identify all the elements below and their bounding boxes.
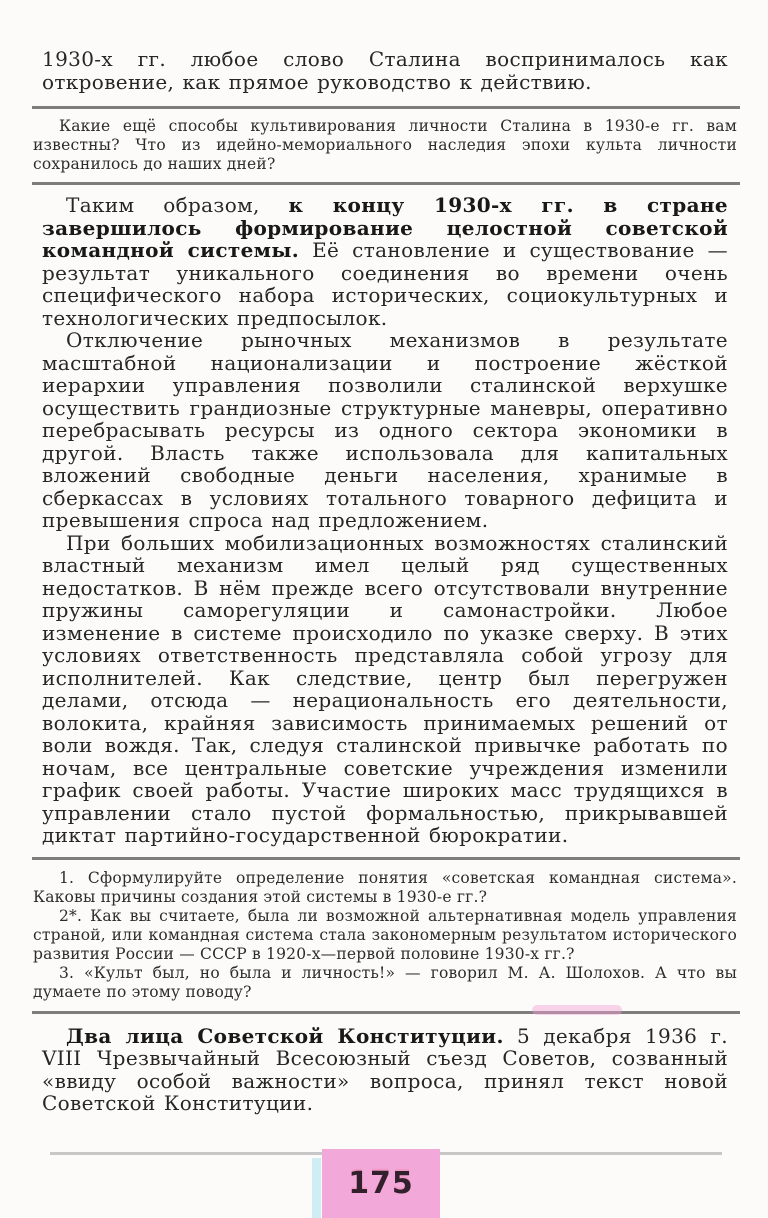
divider-rule bbox=[32, 182, 740, 185]
page-number-tab bbox=[322, 1149, 440, 1218]
body-paragraph-1 bbox=[42, 194, 728, 329]
divider-rule-top bbox=[32, 106, 740, 109]
scan-ink-smudge bbox=[532, 1005, 622, 1015]
bold-key-statement: к концу 1930-х гг. в стране завершилось формирование целостной советской командной системы. bbox=[42, 193, 728, 262]
body-paragraph-2: Отключение рыночных механизмов в результате масштабной национализации и построение жёсткой иерархии управления позволили сталинской верхушке осуществить грандиозные структурные маневры, оперативно перебрасывать ресурсы из одного сектора экономики в другой. Власть также использовала для капитальных вложений свободные деньги населения, хранимые в сберкассах в условиях тотального товарного дефицита и превышения спроса над предложением. bbox=[42, 328, 728, 532]
divider-rule bbox=[32, 857, 740, 860]
scan-color-artifact bbox=[312, 1158, 321, 1218]
inline-question-text: Какие ещё способы культивирования личности Сталина в 1930-е гг. вам известны? Что из идейно-мемориального наследия эпохи культа личности сохранилось до наших дней? bbox=[33, 117, 737, 173]
inline-question-box bbox=[33, 117, 737, 174]
page-number: 175 bbox=[348, 1166, 414, 1201]
paragraph-text: Таким образом, bbox=[66, 193, 289, 217]
section-run-in-heading: Два лица Советской Конституции. bbox=[66, 1023, 504, 1048]
paragraph-text: Её становление и существование — результат уникального соединения во времени очень специфического набора исторических, социокультурных и технологических предпосылок. bbox=[42, 238, 728, 330]
section-paragraph bbox=[42, 1025, 728, 1115]
body-paragraph-3: При больших мобилизационных возможностях сталинский властный механизм имел целый ряд существенных недостатков. В нём прежде всего отсутствовали внутренние пружины саморегуляции и самонастройки. Любое изменение в системе происходило по указке сверху. В этих условиях ответственность представляла собой угрозу для исполнителей. Как следствие, центр был перегружен делами, отсюда — нерациональность его деятельности, волокита, крайняя зависимость принимаемых решений от воли вождя. Так, следуя сталинской привычке работать по ночам, все центральные советские учреждения изменили график своей работы. Участие широких масс трудящихся в управлении стало пустой формальностью, прикрывавшей диктат партийно-государственной бюрократии. bbox=[42, 530, 728, 847]
question-item-1: 1. Сформулируйте определение понятия «советская командная система». Каковы причины создания этой системы в 1930-е гг.? bbox=[33, 868, 737, 906]
divider-rule-bottom bbox=[32, 1011, 740, 1014]
paragraph-text: 5 декабря 1936 г. VIII Чрезвычайный Всесоюзный съезд Советов, созванный «ввиду особой важности» вопроса, принял текст новой Советской Конституции. bbox=[42, 1023, 728, 1115]
questions-block bbox=[33, 869, 737, 1002]
question-item-2: 2*. Как вы считаете, была ли возможной альтернативная модель управления страной, или командная система стала закономерным результатом исторического развития России — СССР в 1920-х—первой половине 1930-х гг.? bbox=[33, 906, 737, 963]
intro-paragraph: 1930-х гг. любое слово Сталина воспринималось как откровение, как прямое руководство к действию. bbox=[42, 47, 728, 94]
question-item-3: 3. «Культ был, но была и личность!» — говорил М. А. Шолохов. А что вы думаете по этому поводу? bbox=[33, 963, 737, 1001]
